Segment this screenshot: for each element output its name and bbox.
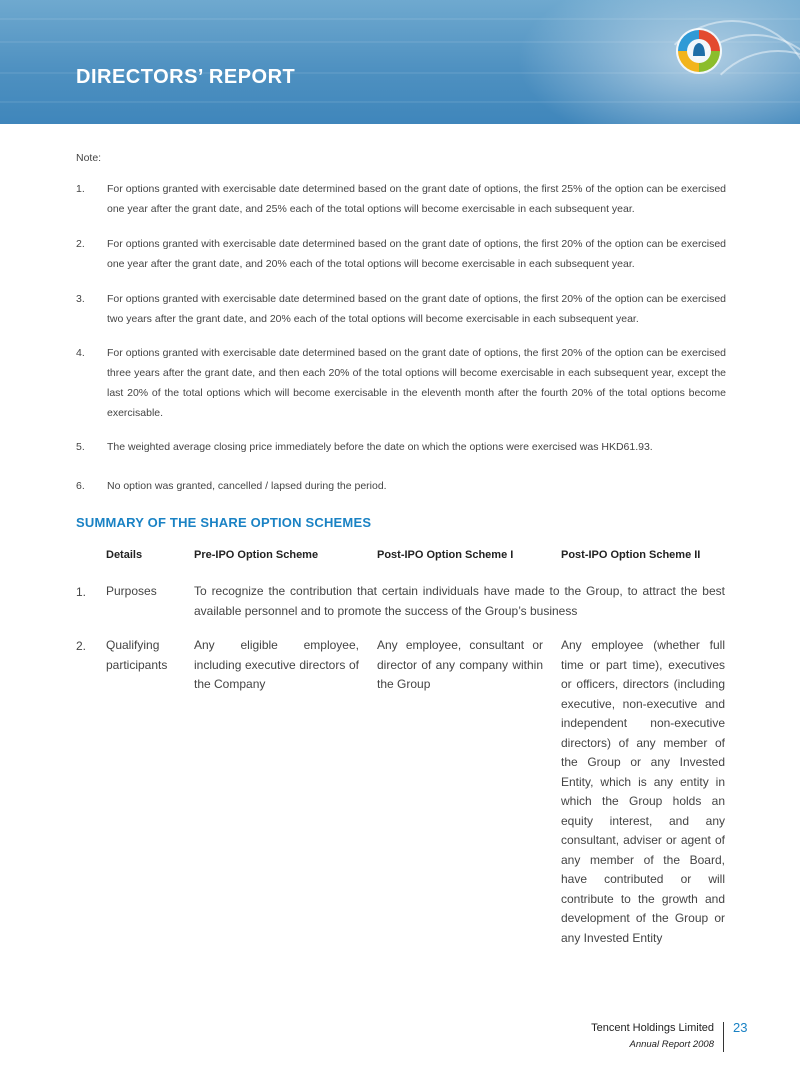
column-header-details: Details [106,549,143,561]
water-ripple [0,18,800,20]
page-title: DIRECTORS’ REPORT [76,66,296,88]
row-detail-purposes: Purposes [106,584,157,598]
note-number: 6. [76,480,85,492]
column-header-post-ipo-1: Post-IPO Option Scheme I [377,549,514,561]
note-item [76,234,726,274]
footer-divider [723,1022,724,1052]
note-number: 3. [76,293,85,305]
note-number: 2. [76,238,85,250]
tencent-logo-icon [674,26,724,76]
note-text: For options granted with exercisable date determined based on the grant date of options, the first 25% of the option can be exercised one year after the grant date, and 25% each of the total options will become exercisable in each subsequent year. [107,183,726,215]
note-text: For options granted with exercisable date determined based on the grant date of options, the first 20% of the option can be exercised three years after the grant date, and then each 20% of the total options will become exercisable in each subsequent year, except the last 20% of the total options which will become exercisable in the eleventh month after the fourth 20% of the total options become exercisable. [107,347,726,419]
footer-report-title: Annual Report 2008 [629,1039,714,1050]
note-item [76,343,726,423]
cell-pre-ipo-participants: Any eligible employee, including executive directors of the Company [194,638,359,691]
cell-post-ipo-2-participants: Any employee (whether full time or part time), executives or officers, directors (including executive, non-executive and independent non-executive directors) of any member of the Group or any Invested Entity, which is any entity in which the Group holds an equity interest, and any consultant, adviser or agent of any member of the Board, have contributed or will contribute to the growth and development of the Group or any Invested Entity [561,638,725,945]
row-text-purposes: To recognize the contribution that certain individuals have made to the Group, to attract the best available personnel and to promote the success of the Group’s business [194,584,725,618]
note-item [76,476,726,496]
cell-post-ipo-1-participants: Any employee, consultant or director of any company within the Group [377,638,543,691]
note-text: For options granted with exercisable date determined based on the grant date of options, the first 20% of the option can be exercised one year after the grant date, and 20% each of the total options will become exercisable in each subsequent year. [107,238,726,270]
note-text: The weighted average closing price immediately before the date on which the options were exercised was HKD61.93. [107,441,653,453]
note-number: 1. [76,183,85,195]
footer-company: Tencent Holdings Limited [591,1022,714,1034]
section-title: SUMMARY OF THE SHARE OPTION SCHEMES [76,515,372,530]
column-header-post-ipo-2: Post-IPO Option Scheme II [561,549,701,561]
page-number: 23 [733,1020,748,1035]
note-number: 5. [76,441,85,453]
row-detail-qualifying-participants: Qualifying participants [106,638,168,672]
header-banner [0,0,800,124]
note-number: 4. [76,347,85,359]
note-item [76,437,726,457]
note-text: No option was granted, cancelled / lapsed during the period. [107,480,387,492]
row-number: 2. [76,639,87,653]
note-item [76,179,726,219]
row-number: 1. [76,585,87,599]
note-item [76,289,726,329]
note-label: Note: [76,152,102,164]
note-text: For options granted with exercisable date determined based on the grant date of options, the first 20% of the option can be exercised two years after the grant date, and 20% each of the total options will become exercisable in each subsequent year. [107,293,726,325]
column-header-pre-ipo: Pre-IPO Option Scheme [194,549,319,561]
